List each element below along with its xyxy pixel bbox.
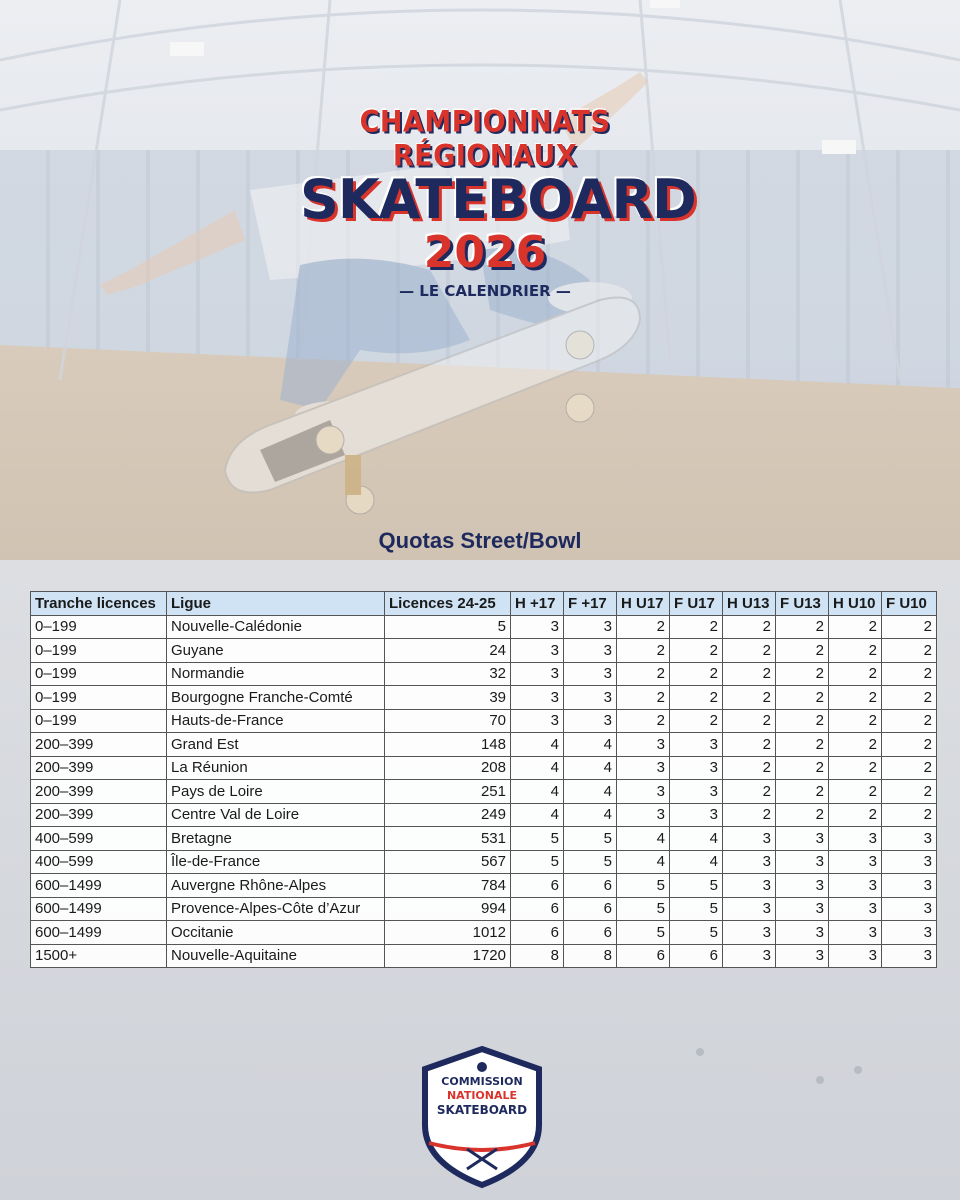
- cell-value: 3: [776, 827, 829, 851]
- cell-value: 2: [617, 615, 670, 639]
- cell-value: 2: [882, 756, 937, 780]
- table-row: [31, 803, 937, 827]
- cell-value: 4: [564, 756, 617, 780]
- cell-value: 2: [776, 615, 829, 639]
- cell-value: 2: [670, 662, 723, 686]
- cell-value: 2: [617, 686, 670, 710]
- cell-value: 3: [511, 615, 564, 639]
- cell-value: 2: [723, 780, 776, 804]
- cell-value: 8: [564, 944, 617, 968]
- cell-tranche: 0–199: [31, 615, 167, 639]
- cell-value: 70: [385, 709, 511, 733]
- cell-value: 4: [564, 803, 617, 827]
- cell-value: 2: [776, 709, 829, 733]
- cell-tranche: 200–399: [31, 756, 167, 780]
- cell-value: 2: [829, 639, 882, 663]
- cell-value: 4: [511, 780, 564, 804]
- cell-value: 2: [670, 686, 723, 710]
- cell-ligue: Île-de-France: [167, 850, 385, 874]
- cell-value: 6: [564, 874, 617, 898]
- cell-value: 39: [385, 686, 511, 710]
- cell-value: 3: [617, 733, 670, 757]
- cell-value: 8: [511, 944, 564, 968]
- cell-value: 531: [385, 827, 511, 851]
- table-row: [31, 850, 937, 874]
- cell-value: 6: [670, 944, 723, 968]
- cell-value: 3: [829, 921, 882, 945]
- cell-value: 3: [617, 780, 670, 804]
- cell-value: 5: [670, 874, 723, 898]
- cell-value: 2: [882, 780, 937, 804]
- cell-value: 6: [511, 874, 564, 898]
- badge-line-nationale: NATIONALE: [446, 1089, 518, 1102]
- cell-tranche: 0–199: [31, 686, 167, 710]
- cell-value: 2: [829, 662, 882, 686]
- cell-value: 3: [776, 944, 829, 968]
- cell-ligue: Pays de Loire: [167, 780, 385, 804]
- cell-value: 3: [564, 662, 617, 686]
- cell-ligue: Guyane: [167, 639, 385, 663]
- cell-value: 2: [617, 639, 670, 663]
- cell-value: 994: [385, 897, 511, 921]
- cell-ligue: Bretagne: [167, 827, 385, 851]
- cell-value: 5: [617, 897, 670, 921]
- cell-value: 2: [776, 780, 829, 804]
- cell-value: 6: [617, 944, 670, 968]
- cell-value: 2: [723, 615, 776, 639]
- table-row: [31, 733, 937, 757]
- header-licences: Licences 24-25: [385, 592, 511, 616]
- cell-ligue: Nouvelle-Calédonie: [167, 615, 385, 639]
- cell-value: 3: [723, 897, 776, 921]
- cell-tranche: 200–399: [31, 780, 167, 804]
- cell-tranche: 400–599: [31, 850, 167, 874]
- cell-value: 3: [829, 874, 882, 898]
- cell-value: 1012: [385, 921, 511, 945]
- cell-value: 4: [617, 850, 670, 874]
- cell-value: 5: [564, 827, 617, 851]
- table-row: [31, 944, 937, 968]
- cell-value: 3: [829, 850, 882, 874]
- cell-value: 2: [829, 756, 882, 780]
- table-row: [31, 780, 937, 804]
- cell-value: 1720: [385, 944, 511, 968]
- cell-value: 3: [670, 756, 723, 780]
- cell-value: 5: [511, 850, 564, 874]
- cell-value: 2: [882, 662, 937, 686]
- cell-value: 3: [564, 709, 617, 733]
- cell-ligue: Provence-Alpes-Côte d’Azur: [167, 897, 385, 921]
- cell-value: 2: [723, 756, 776, 780]
- cell-ligue: Occitanie: [167, 921, 385, 945]
- header-f-u17: F U17: [670, 592, 723, 616]
- cell-tranche: 0–199: [31, 639, 167, 663]
- commission-badge: [417, 1045, 547, 1190]
- badge-line-commission: COMMISSION: [441, 1075, 523, 1088]
- cell-ligue: Hauts-de-France: [167, 709, 385, 733]
- cell-tranche: 600–1499: [31, 921, 167, 945]
- cell-tranche: 0–199: [31, 709, 167, 733]
- cell-value: 5: [617, 874, 670, 898]
- header-f-plus17: F +17: [564, 592, 617, 616]
- table-row: [31, 686, 937, 710]
- cell-value: 5: [670, 921, 723, 945]
- cell-value: 3: [511, 686, 564, 710]
- cell-value: 3: [829, 897, 882, 921]
- cell-value: 208: [385, 756, 511, 780]
- cell-value: 3: [882, 944, 937, 968]
- cell-value: 3: [511, 639, 564, 663]
- cell-value: 2: [670, 639, 723, 663]
- cell-value: 3: [670, 803, 723, 827]
- cell-value: 2: [776, 686, 829, 710]
- cell-value: 3: [511, 662, 564, 686]
- cell-value: 2: [723, 686, 776, 710]
- cell-value: 2: [723, 662, 776, 686]
- cell-value: 2: [829, 686, 882, 710]
- shield-icon: [417, 1045, 547, 1190]
- cell-ligue: Centre Val de Loire: [167, 803, 385, 827]
- cell-tranche: 600–1499: [31, 897, 167, 921]
- cell-value: 3: [829, 944, 882, 968]
- header-f-u10: F U10: [882, 592, 937, 616]
- cell-value: 3: [723, 944, 776, 968]
- header-f-u13: F U13: [776, 592, 829, 616]
- cell-value: 3: [882, 827, 937, 851]
- cell-ligue: Grand Est: [167, 733, 385, 757]
- cell-value: 3: [723, 827, 776, 851]
- badge-line-skateboard: SKATEBOARD: [436, 1103, 528, 1117]
- cell-tranche: 600–1499: [31, 874, 167, 898]
- cell-value: 3: [776, 897, 829, 921]
- cell-value: 2: [882, 733, 937, 757]
- cell-value: 6: [564, 897, 617, 921]
- cell-value: 2: [776, 639, 829, 663]
- championship-logo: [300, 104, 696, 300]
- cell-value: 3: [776, 921, 829, 945]
- cell-value: 2: [776, 662, 829, 686]
- cell-value: 3: [723, 921, 776, 945]
- cell-value: 2: [829, 615, 882, 639]
- cell-value: 4: [670, 850, 723, 874]
- header-h-u13: H U13: [723, 592, 776, 616]
- cell-tranche: 200–399: [31, 803, 167, 827]
- cell-tranche: 0–199: [31, 662, 167, 686]
- section-title: Quotas Street/Bowl: [378, 528, 582, 553]
- cell-ligue: Normandie: [167, 662, 385, 686]
- cell-value: 4: [511, 756, 564, 780]
- cell-value: 2: [829, 780, 882, 804]
- cell-value: 2: [882, 803, 937, 827]
- cell-value: 4: [511, 733, 564, 757]
- cell-value: 24: [385, 639, 511, 663]
- cell-value: 6: [511, 921, 564, 945]
- cell-value: 2: [882, 639, 937, 663]
- cell-value: 2: [882, 709, 937, 733]
- cell-value: 3: [829, 827, 882, 851]
- cell-value: 2: [723, 709, 776, 733]
- table-row: [31, 897, 937, 921]
- table-row: [31, 756, 937, 780]
- cell-value: 5: [617, 921, 670, 945]
- cell-value: 6: [511, 897, 564, 921]
- cell-value: 2: [670, 615, 723, 639]
- badge-text: [417, 1075, 547, 1117]
- cell-value: 2: [617, 662, 670, 686]
- cell-value: 2: [776, 756, 829, 780]
- cell-value: 3: [670, 780, 723, 804]
- cell-value: 4: [511, 803, 564, 827]
- cell-ligue: La Réunion: [167, 756, 385, 780]
- cell-value: 3: [617, 803, 670, 827]
- cell-value: 2: [776, 733, 829, 757]
- cell-value: 3: [776, 874, 829, 898]
- cell-value: 4: [670, 827, 723, 851]
- cell-value: 5: [511, 827, 564, 851]
- cell-value: 3: [882, 874, 937, 898]
- table-row: [31, 827, 937, 851]
- cell-ligue: Nouvelle-Aquitaine: [167, 944, 385, 968]
- cell-value: 2: [670, 709, 723, 733]
- cell-value: 3: [511, 709, 564, 733]
- cell-value: 249: [385, 803, 511, 827]
- cell-value: 3: [564, 686, 617, 710]
- cell-value: 2: [829, 803, 882, 827]
- cell-value: 3: [617, 756, 670, 780]
- cell-value: 3: [670, 733, 723, 757]
- cell-value: 4: [564, 780, 617, 804]
- cell-value: 3: [723, 874, 776, 898]
- header-tranche-licences: Tranche licences: [31, 592, 167, 616]
- table-row: [31, 709, 937, 733]
- table-header-row: [31, 592, 937, 616]
- cell-value: 2: [829, 733, 882, 757]
- header-h-plus17: H +17: [511, 592, 564, 616]
- cell-value: 3: [564, 639, 617, 663]
- table-row: [31, 662, 937, 686]
- logo-tagline: — LE CALENDRIER —: [399, 282, 571, 300]
- cell-value: 2: [723, 803, 776, 827]
- quota-table: [30, 591, 937, 968]
- cell-value: 4: [564, 733, 617, 757]
- cell-value: 3: [882, 921, 937, 945]
- table-row: [31, 639, 937, 663]
- logo-year: 2026: [423, 227, 547, 278]
- cell-value: 5: [670, 897, 723, 921]
- cell-value: 567: [385, 850, 511, 874]
- header-h-u10: H U10: [829, 592, 882, 616]
- cell-value: 3: [882, 850, 937, 874]
- cell-value: 5: [385, 615, 511, 639]
- logo-subtitle: CHAMPIONNATS RÉGIONAUX: [359, 104, 611, 174]
- header-h-u17: H U17: [617, 592, 670, 616]
- cell-tranche: 200–399: [31, 733, 167, 757]
- header-ligue: Ligue: [167, 592, 385, 616]
- logo-title: SKATEBOARD: [300, 168, 696, 231]
- cell-value: 2: [829, 709, 882, 733]
- cell-value: 5: [564, 850, 617, 874]
- cell-ligue: Auvergne Rhône-Alpes: [167, 874, 385, 898]
- cell-tranche: 400–599: [31, 827, 167, 851]
- table-row: [31, 615, 937, 639]
- cell-tranche: 1500+: [31, 944, 167, 968]
- cell-value: 3: [723, 850, 776, 874]
- cell-value: 32: [385, 662, 511, 686]
- cell-value: 148: [385, 733, 511, 757]
- cell-value: 784: [385, 874, 511, 898]
- table-row: [31, 921, 937, 945]
- cell-value: 2: [882, 615, 937, 639]
- table-row: [31, 874, 937, 898]
- cell-value: 2: [776, 803, 829, 827]
- cell-ligue: Bourgogne Franche-Comté: [167, 686, 385, 710]
- cell-value: 3: [776, 850, 829, 874]
- cell-value: 6: [564, 921, 617, 945]
- table-body: [31, 615, 937, 968]
- cell-value: 4: [617, 827, 670, 851]
- cell-value: 251: [385, 780, 511, 804]
- cell-value: 2: [723, 733, 776, 757]
- cell-value: 2: [723, 639, 776, 663]
- cell-value: 3: [564, 615, 617, 639]
- cell-value: 2: [617, 709, 670, 733]
- cell-value: 3: [882, 897, 937, 921]
- cell-value: 2: [882, 686, 937, 710]
